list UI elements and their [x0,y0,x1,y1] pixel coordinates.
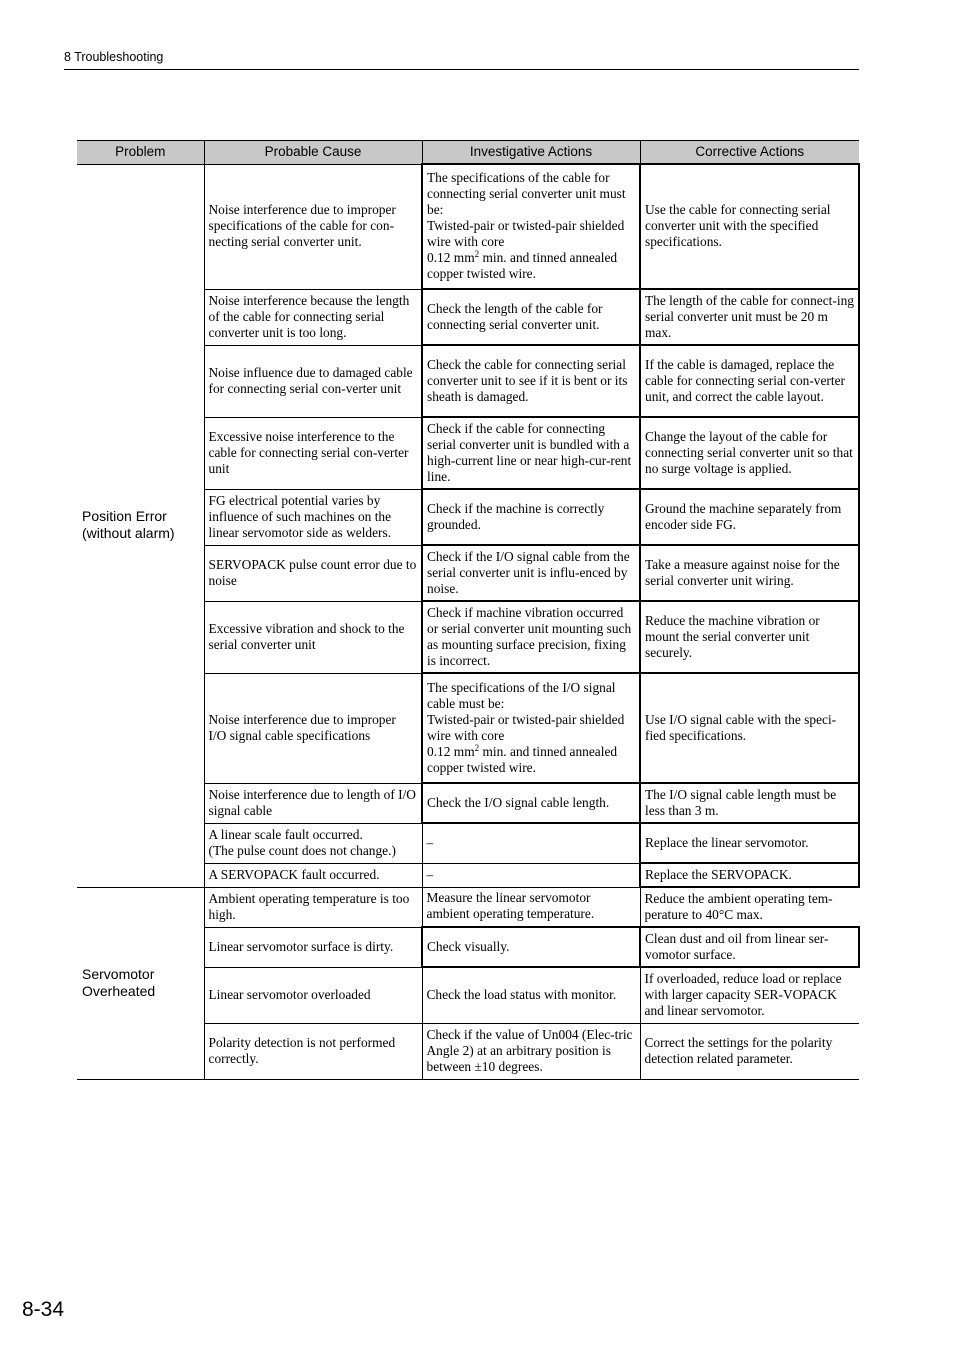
problem-label: Servomotor Overheated [82,965,156,999]
corrective-cell: Ground the machine separately from encoder side FG. [640,489,859,545]
running-header: 8 Troubleshooting [64,50,164,64]
corrective-cell: If the cable is damaged, replace the cable for connecting serial con-verter unit, and correct the cable layout. [640,345,859,417]
cause-cell: Excessive vibration and shock to the serial converter unit [204,601,422,673]
investigation-cell: Check visually. [422,927,640,967]
corrective-cell: Change the layout of the cable for connecting serial converter unit so that no surge voltage is applied. [640,417,859,489]
corrective-cell: The I/O signal cable length must be less than 3 m. [640,783,859,823]
troubleshooting-table [77,140,860,1080]
investigation-cell: Check the load status with monitor. [422,967,640,1023]
cause-cell: SERVOPACK pulse count error due to noise [204,545,422,601]
investigation-cell: Check the length of the cable for connecting serial converter unit. [422,289,640,345]
problem-cell [77,164,204,887]
investigation-text: The specifications of the I/O signal cable must be: Twisted-pair or twisted-pair shielded wire with core 0.12 mm [427,679,625,759]
investigation-cell: – [422,823,640,863]
table-row [77,887,859,927]
problem-cell [77,887,204,1079]
investigation-cell: Check if the machine is correctly grounded. [422,489,640,545]
investigation-cell: – [422,863,640,887]
corrective-cell: Reduce the ambient operating tem-perature to 40°C max. [640,887,859,927]
investigation-cell: Check if the cable for connecting serial converter unit is bundled with a high-current line or near high-cur-rent line. [422,417,640,489]
corrective-cell: If overloaded, reduce load or replace with larger capacity SER-VOPACK and linear servomotor. [640,967,859,1023]
investigation-cell: Check if the I/O signal cable from the serial converter unit is influ-enced by noise. [422,545,640,601]
corrective-cell: The length of the cable for connect-ing serial converter unit must be 20 m max. [640,289,859,345]
column-header-corrective-actions: Corrective Actions [640,141,859,165]
superscript: 2 [474,249,480,259]
corrective-cell: Take a measure against noise for the serial converter unit wiring. [640,545,859,601]
cause-cell: Ambient operating temperature is too high. [204,887,422,927]
problem-label: Position Error (without alarm) [82,508,175,541]
investigation-cell [422,673,640,783]
header-rule [64,69,859,70]
cause-cell: Linear servomotor surface is dirty. [204,927,422,967]
corrective-cell: Replace the linear servomotor. [640,823,859,863]
investigation-cell: Measure the linear servomotor ambient operating temperature. [422,887,640,927]
investigation-cell: Check the cable for connecting serial converter unit to see if it is bent or its sheath is damaged. [422,345,640,417]
page-number: 8-34 [22,1298,65,1321]
cause-cell: Noise influence due to damaged cable for connecting serial con-verter unit [204,345,422,417]
investigation-cell: Check the I/O signal cable length. [422,783,640,823]
column-header-investigative-actions: Investigative Actions [422,141,640,165]
cause-cell: Linear servomotor overloaded [204,967,422,1023]
investigation-cell [422,164,640,289]
corrective-cell: Reduce the machine vibration or mount the serial converter unit securely. [640,601,859,673]
corrective-cell: Use the cable for connecting serial converter unit with the specified specifications. [640,164,859,289]
corrective-cell: Use I/O signal cable with the speci-fied specifications. [640,673,859,783]
cause-cell: Excessive noise interference to the cable for connecting serial con-verter unit [204,417,422,489]
investigation-cell: Check if the value of Un004 (Elec-tric Angle 2) at an arbitrary position is between ±10 degrees. [422,1023,640,1079]
cause-cell: Noise interference due to improper specifications of the cable for con-necting serial converter unit. [204,164,422,289]
cause-cell: A SERVOPACK fault occurred. [204,863,422,887]
corrective-cell: Correct the settings for the polarity detection related parameter. [640,1023,859,1079]
cause-cell: A linear scale fault occurred. (The pulse count does not change.) [204,823,422,863]
corrective-cell: Replace the SERVOPACK. [640,863,859,887]
column-header-probable-cause: Probable Cause [204,141,422,165]
investigation-text-cont: min. and tinned annealed copper twisted wire. [427,250,618,281]
superscript: 2 [474,742,480,753]
cause-cell: Noise interference due to improper I/O signal cable specifications [204,673,422,783]
investigation-cell: Check if machine vibration occurred or serial converter unit mounting such as mounting surface precision, fixing is incorrect. [422,601,640,673]
investigation-text: The specifications of the cable for connecting serial converter unit must be: Twisted-pair or twisted-pair shielded wire with core 0.12 mm [427,170,626,265]
cause-cell: FG electrical potential varies by influence of such machines on the linear servomotor side as welders. [204,489,422,545]
cause-cell: Noise interference because the length of the cable for connecting serial converter unit is too long. [204,289,422,345]
table-header-row [77,141,859,165]
cause-cell: Noise interference due to length of I/O signal cable [204,783,422,823]
cause-cell: Polarity detection is not performed correctly. [204,1023,422,1079]
investigation-text-cont: min. and tinned annealed copper twisted wire. [427,743,618,775]
corrective-cell: Clean dust and oil from linear ser-vomotor surface. [640,927,859,967]
table-row [77,164,859,289]
column-header-problem: Problem [77,141,204,165]
